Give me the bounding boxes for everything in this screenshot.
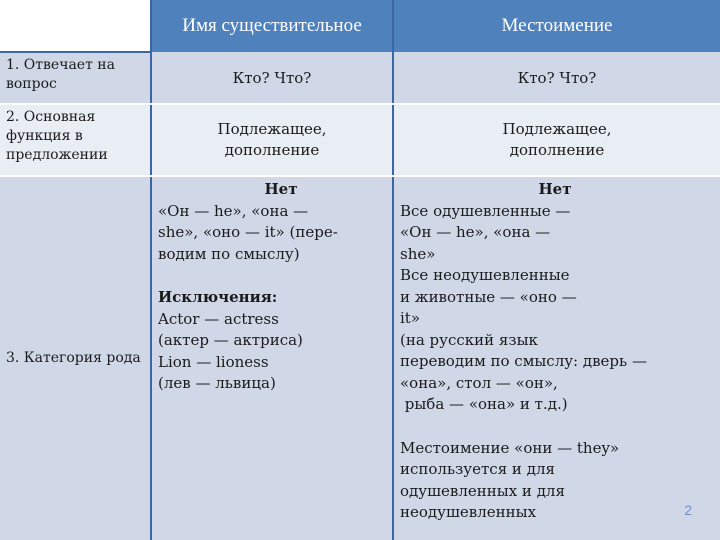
row3-noun-exceptions-heading: Исключения: <box>158 288 278 306</box>
row2-noun-cell <box>152 104 392 176</box>
row3-pronoun-line-6: it» <box>400 309 421 327</box>
header-noun-text: Имя существительное <box>182 15 362 36</box>
row3-pronoun-note-1: Местоимение «они — they» <box>400 438 620 457</box>
row3-label: 3. Категория рода <box>6 349 141 366</box>
row3-pronoun-note-4: неодушевленных <box>400 503 537 521</box>
row2-pronoun-line1: Подлежащее, <box>502 120 612 138</box>
row3-pronoun-line-9: «она», стол — «он», <box>400 373 558 392</box>
row1-label-cell <box>0 52 150 104</box>
row-divider-1 <box>0 103 720 105</box>
row-divider-2 <box>0 175 720 177</box>
row2-label-cell <box>0 104 150 176</box>
row2-noun-line1: Подлежащее, <box>217 120 327 138</box>
page-number: 2 <box>684 502 692 518</box>
row1-pronoun-text: Кто? Что? <box>517 68 597 87</box>
row3-noun-line-1: «Он — he», «она — <box>158 201 309 220</box>
row3-noun-heading: Нет <box>264 180 298 198</box>
row3-pronoun-line-3: she» <box>400 244 436 263</box>
row3-pronoun-line-4: Все неодушевленные <box>400 266 570 284</box>
row2-noun-line2: дополнение <box>224 141 320 159</box>
row1-noun-cell <box>152 52 392 104</box>
header-empty-cell <box>0 0 150 52</box>
row3-pronoun-line-1: Все одушевленные — <box>400 201 571 220</box>
row3-pronoun-cell <box>394 176 720 540</box>
row3-noun-cell <box>152 176 392 540</box>
row3-pronoun-line-8: переводим по смыслу: дверь — <box>400 352 647 370</box>
row3-noun-line-2: she», «оно — it» (пере- <box>158 223 338 241</box>
header-pronoun <box>394 0 720 52</box>
row1-noun-text: Кто? Что? <box>232 68 312 87</box>
row3-pronoun-line-2: «Он — he», «она — <box>400 223 551 241</box>
row3-pronoun-line-10: рыба — «она» и т.д.) <box>400 395 568 413</box>
row3-pronoun-heading: Нет <box>538 180 572 198</box>
header-pronoun-text: Местоимение <box>501 15 613 36</box>
column-divider-2 <box>392 0 394 540</box>
row-divider-0 <box>0 51 150 53</box>
row3-pronoun-note-2: используется и для <box>400 460 555 478</box>
row3-pronoun-line-5: и животные — «оно — <box>400 287 577 306</box>
row3-noun-exception-1: Actor — actress <box>158 309 279 328</box>
row3-noun-exception-2: (актер — актриса) <box>158 331 303 349</box>
column-divider-1 <box>150 0 152 540</box>
row3-noun-exception-3: Lion — lioness <box>158 352 269 371</box>
row2-pronoun-line2: дополнение <box>509 141 605 159</box>
row3-noun-line-3: водим по смыслу) <box>158 244 300 263</box>
header-noun <box>152 0 392 52</box>
row3-label-cell <box>0 176 150 540</box>
row1-pronoun-cell <box>394 52 720 104</box>
row1-label: 1. Отвечает на вопрос <box>6 57 115 92</box>
row3-pronoun-line-7: (на русский язык <box>400 330 538 349</box>
row2-label: 2. Основная функция в предложении <box>6 109 108 163</box>
row3-noun-exception-4: (лев — львица) <box>158 374 276 392</box>
row3-pronoun-note-3: одушевленных и для <box>400 481 565 500</box>
row2-pronoun-cell <box>394 104 720 176</box>
